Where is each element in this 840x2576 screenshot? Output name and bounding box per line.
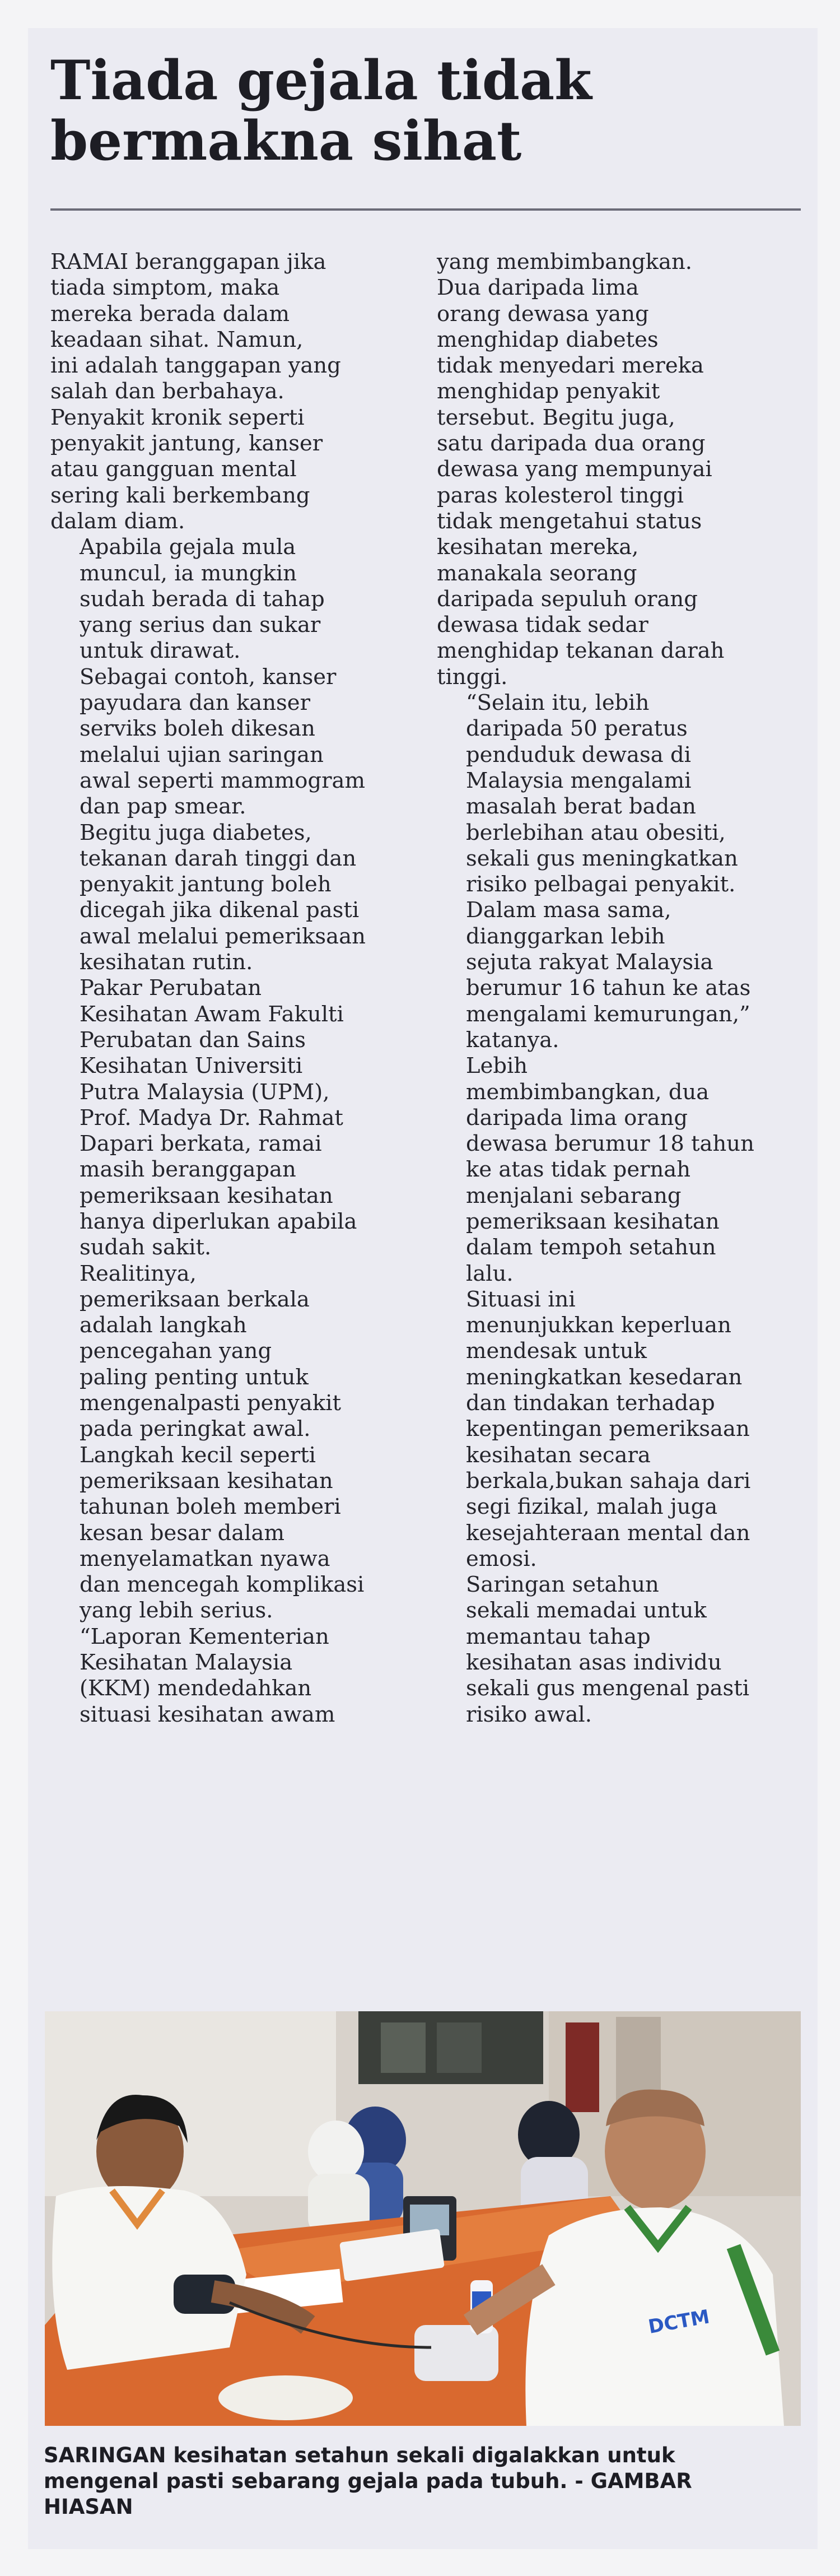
article-line: “Laporan Kementerian — [80, 1624, 329, 1649]
article-line: Realitinya, — [80, 1261, 197, 1286]
left-column — [50, 249, 409, 1728]
article-line: manakala seorang — [437, 560, 637, 586]
article-line: penyakit jantung, kanser — [50, 431, 323, 457]
article-line: untuk dirawat. — [80, 638, 241, 664]
article-line: Pakar Perubatan — [80, 975, 262, 1001]
article-line: pencegahan yang — [80, 1338, 272, 1364]
newspaper-clipping — [28, 28, 818, 2549]
article-line: berlebihan atau obesiti, — [466, 820, 726, 845]
article-line: dewasa berumur 18 tahun — [466, 1131, 754, 1157]
article-line: (KKM) mendedahkan — [80, 1676, 312, 1701]
article-line: salah dan berbahaya. — [50, 379, 284, 404]
article-line: paras kolesterol tinggi — [437, 482, 684, 508]
article-line: satu daripada dua orang — [437, 431, 706, 457]
article-line: berumur 16 tahun ke atas — [466, 975, 751, 1001]
article-line: menghidap diabetes — [437, 327, 659, 352]
article-line: kesihatan mereka, — [437, 534, 639, 560]
article-line: menjalani sebarang — [466, 1183, 682, 1208]
article-paragraph — [437, 1287, 801, 1572]
caption-line: mengenal pasti sebarang gejala pada tubuh. - GAMBAR — [44, 2469, 692, 2493]
article-line: mengalami kemurungan,” — [466, 1001, 750, 1027]
article-line: tinggi. — [437, 664, 508, 690]
article-line: emosi. — [466, 1546, 537, 1571]
caption-line: SARINGAN kesihatan setahun sekali digalakkan untuk — [44, 2443, 675, 2467]
caption-line: HIASAN — [44, 2495, 133, 2519]
article-line: Malaysia mengalami — [466, 768, 692, 793]
article-line: kesan besar dalam — [80, 1520, 285, 1546]
article-line: sudah berada di tahap — [80, 586, 325, 612]
article-line: Prof. Madya Dr. Rahmat — [80, 1105, 343, 1131]
article-line: keadaan sihat. Namun, — [50, 327, 304, 352]
article-line: katanya. — [466, 1027, 559, 1053]
article-line: Putra Malaysia (UPM), — [80, 1079, 330, 1105]
article-line: Saringan setahun — [466, 1572, 659, 1598]
article-line: muncul, ia mungkin — [80, 560, 297, 586]
article-line: mendesak untuk — [466, 1338, 647, 1364]
article-line: lalu. — [466, 1261, 514, 1286]
article-line: awal seperti mammogram — [80, 768, 365, 793]
article-line: Sebagai contoh, kanser — [80, 664, 337, 690]
article-line: sekali gus mengenal pasti — [466, 1676, 750, 1701]
article-line: adalah langkah — [80, 1313, 247, 1338]
article-line: pemeriksaan kesihatan — [80, 1183, 333, 1208]
article-line: berkala,bukan sahaja dari — [466, 1468, 751, 1494]
article-line: dewasa yang mempunyai — [437, 457, 712, 482]
article-line: ke atas tidak pernah — [466, 1157, 691, 1183]
article-line: tersebut. Begitu juga, — [437, 404, 675, 430]
article-line: pemeriksaan kesihatan — [466, 1208, 720, 1234]
article-line: orang dewasa yang — [437, 301, 649, 327]
article-line: tidak menyedari mereka — [437, 353, 704, 379]
article-line: melalui ujian saringan — [80, 742, 324, 768]
article-line: kesejahteraan mental dan — [466, 1520, 750, 1546]
article-line: yang membimbangkan. — [437, 249, 693, 275]
article-line: Begitu juga diabetes, — [80, 820, 312, 845]
article-line: sering kali berkembang — [50, 482, 310, 508]
article-line: menghidap penyakit — [437, 379, 660, 404]
article-line: yang serius dan sukar — [80, 612, 321, 638]
article-line: pemeriksaan kesihatan — [80, 1468, 333, 1494]
article-line: Perubatan dan Sains — [80, 1027, 306, 1053]
article-line: “Selain itu, lebih — [466, 690, 650, 716]
article-line: sejuta rakyat Malaysia — [466, 950, 713, 975]
right-column — [437, 249, 801, 1728]
article-line: kepentingan pemeriksaan — [466, 1416, 750, 1442]
article-line: menghidap tekanan darah — [437, 638, 725, 664]
article-line: membimbangkan, dua — [466, 1079, 710, 1105]
article-line: awal melalui pemeriksaan — [80, 923, 366, 949]
article-paragraph — [50, 1261, 409, 1624]
article-paragraph — [50, 1624, 409, 1728]
article-line: penyakit jantung boleh — [80, 872, 332, 898]
headline-line: Tiada gejala tidak — [50, 49, 592, 112]
article-line: pemeriksaan berkala — [80, 1286, 310, 1312]
article-paragraph — [50, 249, 409, 534]
article-line: Dapari berkata, ramai — [80, 1131, 322, 1157]
article-line: risiko awal. — [466, 1701, 592, 1727]
article-line: Situasi ini — [466, 1286, 576, 1312]
article-paragraph — [437, 1053, 801, 1287]
article-line: kesihatan secara — [466, 1442, 651, 1468]
article-line: daripada lima orang — [466, 1105, 688, 1131]
article-line: daripada sepuluh orang — [437, 586, 698, 612]
article-line: masalah berat badan — [466, 794, 696, 820]
article-line: dan mencegah komplikasi — [80, 1572, 365, 1598]
article-line: tahunan boleh memberi — [80, 1494, 341, 1520]
article-paragraph — [50, 534, 409, 664]
article-line: mereka berada dalam — [50, 301, 290, 327]
article-line: Langkah kecil seperti — [80, 1442, 316, 1468]
article-line: dalam tempoh setahun — [466, 1235, 716, 1261]
article-line: tiada simptom, maka — [50, 275, 280, 301]
article-line: tekanan darah tinggi dan — [80, 845, 357, 871]
article-line: yang lebih serius. — [80, 1598, 273, 1624]
headline — [50, 50, 801, 171]
article-line: paling penting untuk — [80, 1364, 309, 1390]
article-line: Kesihatan Malaysia — [80, 1650, 293, 1676]
article-line: situasi kesihatan awam — [80, 1701, 335, 1727]
article-line: dewasa tidak sedar — [437, 612, 648, 638]
article-line: pada peringkat awal. — [80, 1416, 311, 1442]
article-line: Lebih — [466, 1053, 528, 1079]
article-line: menunjukkan keperluan — [466, 1313, 731, 1338]
article-line: dan pap smear. — [80, 794, 246, 820]
article-line: Kesihatan Awam Fakulti — [80, 1001, 344, 1027]
health-screening-photo — [45, 2011, 801, 2426]
headline-rule — [50, 208, 801, 211]
article-line: sekali gus meningkatkan — [466, 845, 738, 871]
article-line: Kesihatan Universiti — [80, 1053, 303, 1079]
article-line: mengenalpasti penyakit — [80, 1391, 342, 1416]
shirt-logo-text: DCTM — [646, 2305, 712, 2338]
article-photo — [45, 2011, 801, 2426]
article-paragraph — [50, 975, 409, 1261]
article-line: kesihatan rutin. — [80, 950, 253, 975]
article-line: Apabila gejala mula — [80, 534, 296, 560]
article-paragraph — [437, 1572, 801, 1728]
article-line: Dalam masa sama, — [466, 898, 671, 923]
article-line: Penyakit kronik seperti — [50, 404, 305, 430]
headline-line: bermakna sihat — [50, 109, 522, 173]
article-line: penduduk dewasa di — [466, 742, 691, 768]
article-paragraph — [437, 690, 801, 1053]
article-line: Dua daripada lima — [437, 275, 639, 301]
article-line: ini adalah tanggapan yang — [50, 353, 341, 379]
article-line: atau gangguan mental — [50, 457, 297, 482]
article-line: menyelamatkan nyawa — [80, 1546, 330, 1571]
article-line: daripada 50 peratus — [466, 716, 688, 742]
article-line: memantau tahap — [466, 1624, 651, 1649]
article-line: payudara dan kanser — [80, 690, 310, 716]
article-line: sudah sakit. — [80, 1235, 212, 1261]
article-line: serviks boleh dikesan — [80, 716, 315, 742]
article-paragraph — [50, 664, 409, 820]
article-line: segi fizikal, malah juga — [466, 1494, 718, 1520]
article-line: dicegah jika dikenal pasti — [80, 898, 360, 923]
article-line: tidak mengetahui status — [437, 508, 702, 534]
article-line: meningkatkan kesedaran — [466, 1364, 743, 1390]
article-paragraph — [50, 820, 409, 976]
article-line: RAMAI beranggapan jika — [50, 249, 326, 275]
article-line: dianggarkan lebih — [466, 923, 665, 949]
photo-caption — [44, 2443, 805, 2520]
article-line: dan tindakan terhadap — [466, 1391, 715, 1416]
article-line: sekali memadai untuk — [466, 1598, 707, 1624]
article-line: risiko pelbagai penyakit. — [466, 872, 736, 898]
article-line: dalam diam. — [50, 508, 185, 534]
article-line: hanya diperlukan apabila — [80, 1208, 357, 1234]
article-line: kesihatan asas individu — [466, 1650, 722, 1676]
article-paragraph — [437, 249, 801, 690]
article-line: masih beranggapan — [80, 1157, 296, 1183]
